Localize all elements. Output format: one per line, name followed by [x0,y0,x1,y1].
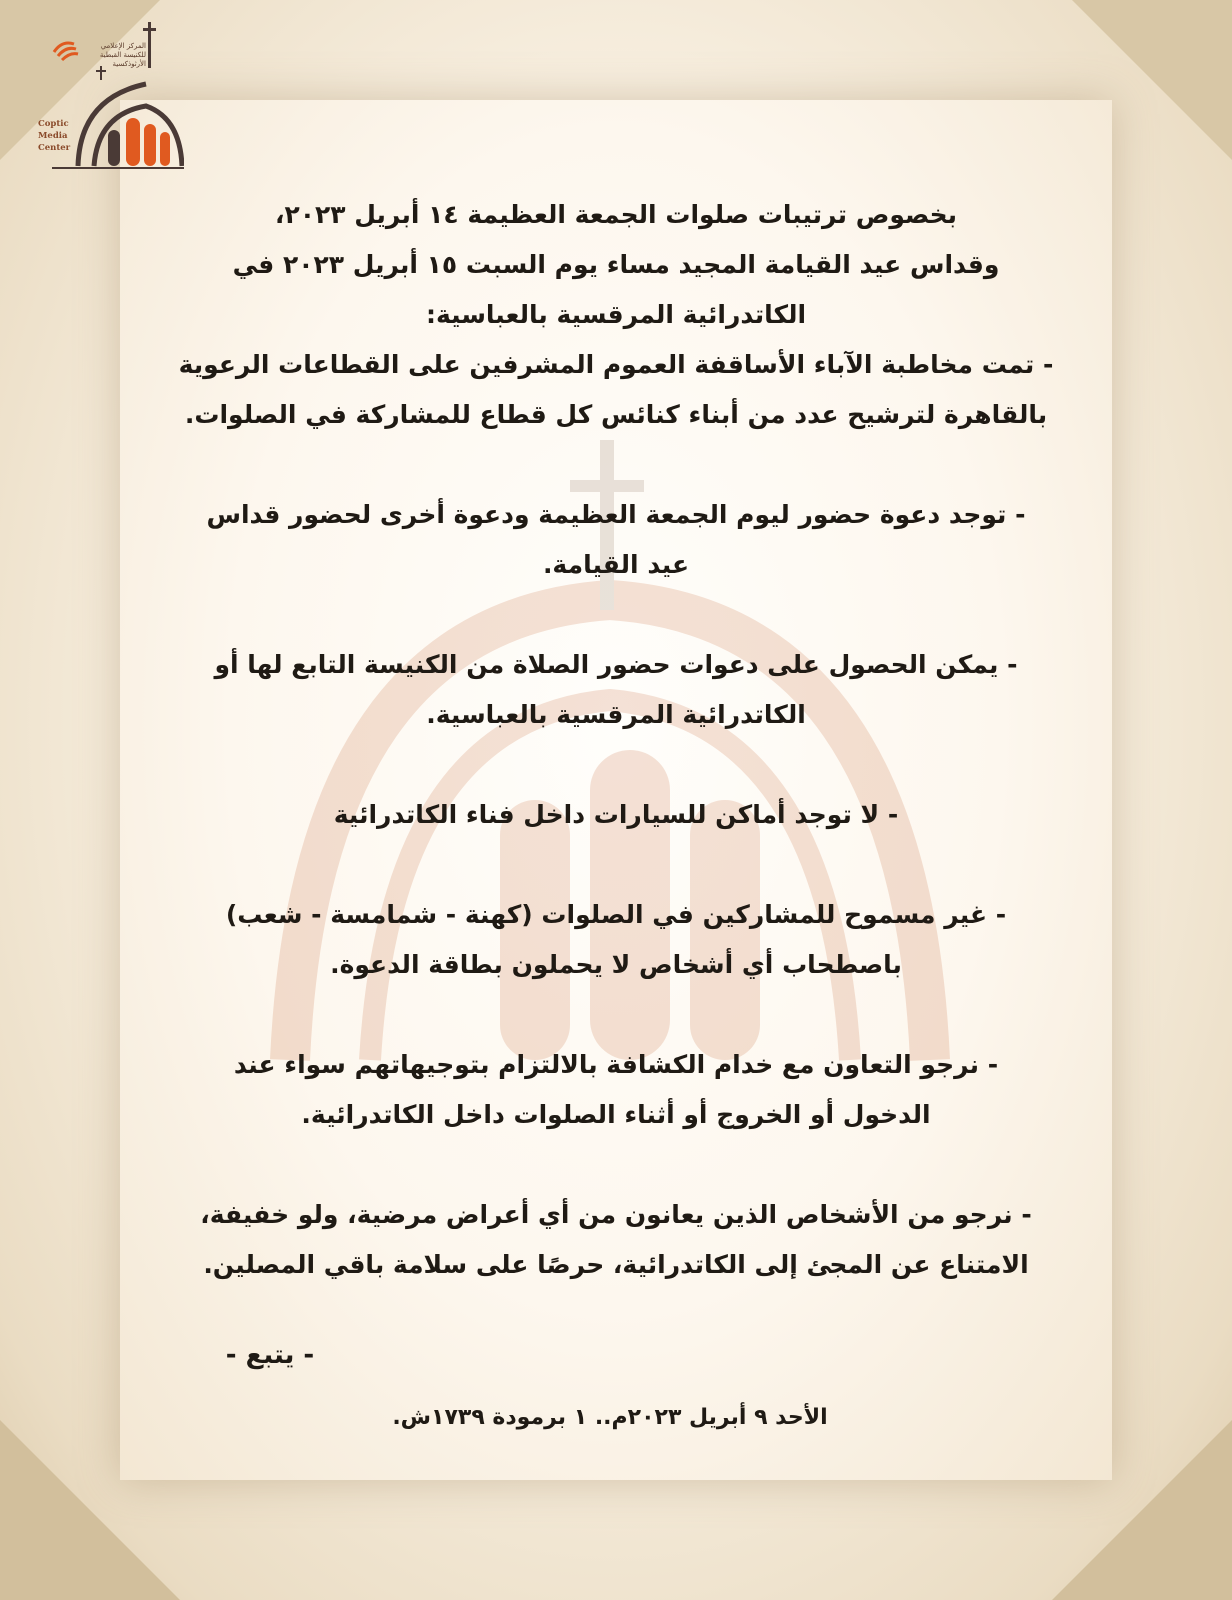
item-2-line-1: - توجد دعوة حضور ليوم الجمعة العظيمة ودعوة أخرى لحضور قداس [206,500,1026,529]
logo-english-line-2: Media [38,131,68,141]
to-be-continued: - يتبع - [225,1340,315,1370]
intro-line-1: بخصوص ترتيبات صلوات الجمعة العظيمة ١٤ أبريل ٢٠٢٣، [274,200,958,229]
logo-english-name [38,118,70,154]
logo-arabic-line-2: للكنيسة القبطية الأرثوذكسية [99,51,146,68]
intro-line-3: الكاتدرائية المرقسية بالعباسية: [425,300,807,329]
logo-english-line-3: Center [38,143,71,153]
announcement-body [170,190,1062,1290]
item-1-line-1: - تمت مخاطبة الآباء الأساقفة العموم المشرفين على القطاعات الرعوية [178,350,1054,379]
item-1-line-2: بالقاهرة لترشيح عدد من أبناء كنائس كل قطاع للمشاركة في الصلوات. [184,400,1048,429]
logo-english-line-1: Coptic [38,119,69,129]
item-5-line-2: باصطحاب أي أشخاص لا يحملون بطاقة الدعوة. [330,950,902,979]
item-7-line-2: الامتناع عن المجئ إلى الكاتدرائية، حرصًا على سلامة باقي المصلين. [203,1250,1029,1279]
item-5-line-1: - غير مسموح للمشاركين في الصلوات (كهنة - شمامسة - شعب) [225,900,1007,929]
document-date: الأحد ٩ أبريل ٢٠٢٣م.. ١ برمودة ١٧٣٩ش. [392,1405,828,1430]
item-2-line-2: عيد القيامة. [542,550,690,579]
logo-arabic-name [78,42,146,69]
item-6-line-1: - نرجو التعاون مع خدام الكشافة بالالتزام بتوجيهاتهم سواء عند [233,1050,999,1079]
item-3-line-1: - يمكن الحصول على دعوات حضور الصلاة من الكنيسة التابع لها أو [214,650,1018,679]
item-3-line-2: الكاتدرائية المرقسية بالعباسية. [426,700,806,729]
item-4-line-1: - لا توجد أماكن للسيارات داخل فناء الكاتدرائية [333,800,899,829]
item-7-line-1: - نرجو من الأشخاص الذين يعانون من أي أعراض مرضية، ولو خفيفة، [200,1200,1032,1229]
item-6-line-2: الدخول أو الخروج أو أثناء الصلوات داخل الكاتدرائية. [301,1100,931,1129]
logo-arabic-line-1: المركز الإعلامي [100,42,146,50]
intro-line-2: وقداس عيد القيامة المجيد مساء يوم السبت ١٥ أبريل ٢٠٢٣ في [232,250,1000,279]
